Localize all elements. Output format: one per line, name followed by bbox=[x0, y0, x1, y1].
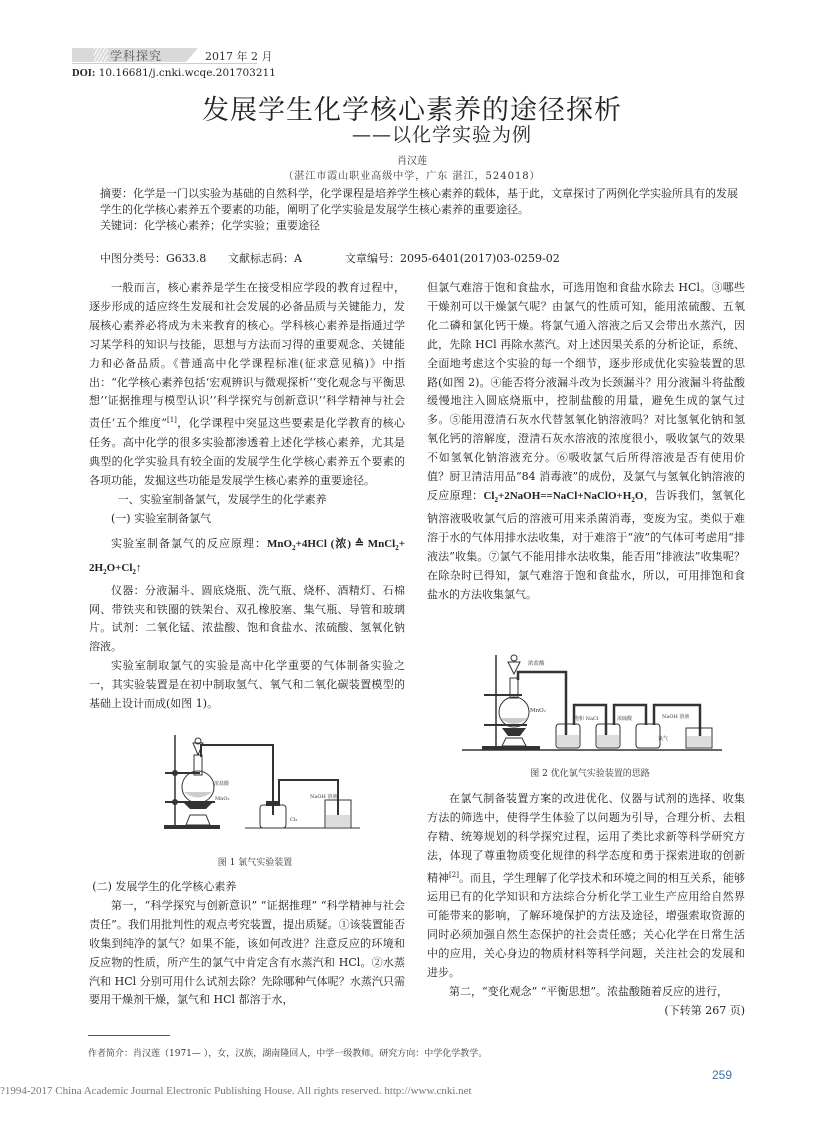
section-label: 学科探究 bbox=[110, 49, 163, 63]
banner-cut bbox=[186, 48, 198, 62]
left-column-bottom bbox=[89, 878, 405, 1010]
continued-note: (下转第 267 页) bbox=[664, 1003, 745, 1017]
left-column bbox=[89, 279, 405, 714]
header-divider bbox=[72, 63, 257, 64]
fig1-label-mno2: MnO₂ bbox=[215, 796, 230, 802]
intro-text-b: ，化学课程中突显这些要素是化学教育的核心任务。高中化学的很多实验都渗透着上述化学核心素养，尤其是典型的化学实验具有较全面的发展学生化学核心素养五个要素的各项功能，发掘这些功能是发展学生核心素养的重要途径。 bbox=[89, 417, 406, 487]
citation-1[interactable]: [1] bbox=[166, 416, 177, 425]
article-subtitle: ——以化学实验为例 bbox=[351, 124, 532, 146]
author-affiliation: （湛江市霞山职业高级中学，广东 湛江，524018） bbox=[283, 171, 541, 182]
abstract bbox=[100, 186, 740, 234]
fig2-label-naoh: NaOH 溶液 bbox=[662, 714, 690, 720]
copyright-line: ?1994-2017 China Academic Journal Electronic Publishing House. All rights reserved. http://www.cnki.net bbox=[0, 1085, 472, 1097]
fig1-label-hcl: 浓盐酸 bbox=[214, 781, 230, 787]
instruments-paragraph: 仪器：分液漏斗、圆底烧瓶、洗气瓶、烧杯、酒精灯、石棉网、带铁夹和铁圈的铁架台、双孔橡胶塞、集气瓶、导管和玻璃片。试剂：二氧化锰、浓盐酸、饱和食盐水、浓硫酸、氢氧化钠溶液。 bbox=[89, 583, 405, 654]
optimized-apparatus-diagram bbox=[462, 640, 722, 752]
intro-text-a: 一般而言，核心素养是学生在接受相应学段的教育过程中，逐步形成的适应终生发展和社会发展的必备品质与关键能力，发展核心素养必将成为未来教育的核心。学科核心素养是指通过学习某学科的知识与技能，思想与方法而习得的重要观念、关键能力和必备品质。《普通高中化学课程标准(征求意见稿)》中指出：“化学核心素养包括‘宏观辨识与微观探析’‘变化观念与平衡思想’‘证据推理与模型认识’‘科学探究与创新意识’‘科学精神与社会责任’五个维度” bbox=[89, 281, 405, 430]
keywords: 关键词：化学核心素养；化学实验；重要途径 bbox=[100, 219, 320, 232]
figure-1 bbox=[160, 735, 360, 830]
right-column bbox=[427, 279, 745, 605]
page-number: 259 bbox=[712, 1068, 733, 1082]
clc-number: 中图分类号：G633.8 bbox=[100, 252, 207, 265]
heading-section-1: 一、实验室制备氯气，发展学生的化学素养 bbox=[117, 492, 327, 506]
conclusion-paragraph bbox=[427, 790, 745, 983]
heading-section-1-2: (二) 发展学生的化学核心素养 bbox=[92, 880, 237, 893]
figure-2 bbox=[462, 640, 722, 752]
fig2-label-hcl: 浓盐酸 bbox=[528, 661, 545, 667]
fig2-label-nacl: 饱和 NaCl bbox=[574, 716, 599, 722]
article-meta bbox=[100, 250, 740, 266]
heading-section-1-1: (一) 实验室制备氯气 bbox=[111, 511, 212, 525]
fig2-label-cl2: 氯气 bbox=[658, 736, 669, 742]
fig2-label-mno2: MnO₂ bbox=[530, 708, 546, 714]
first-point-paragraph: 第一，“科学探究与创新意识” “证据推理” “科学精神与社会责任”。我们用批判性的观点考究装置，提出质疑。①该装置能否收集到纯净的氯气？如果不能，该如何改进？注意反应的环境和反应物的性质，所产生的氯气中肯定含有水蒸汽和 HCl。②水蒸汽和 HCl 分别可用什么试剂去除？先除哪种气体呢？水蒸汽只需要用干燥剂干燥，氯气和 HCl 都溶于水， bbox=[89, 898, 405, 1007]
reaction-equation bbox=[89, 535, 405, 581]
doi bbox=[72, 67, 276, 79]
second-point-paragraph: 第二，“变化观念” “平衡思想”。浓盐酸随着反应的进行， bbox=[449, 984, 728, 998]
reaction-formula: MnO$_2$+4HCl (浓) ≙ MnCl$_2$+ $2H_2O+Cl_2↑$ bbox=[89, 538, 406, 576]
analysis-text-a: 但氯气难溶于饱和食盐水，可选用饱和食盐水除去 HCl。③哪些干燥剂可以干燥氯气呢？由氯气的性质可知，能用浓硫酸、五氧化二磷和氯化钙干燥。将氯气通入溶液之后又会带出水蒸汽，因此，先除 HCl 再除水蒸汽。对上述因果关系的分析论证，系统、全面地考虑这个实验的每一个细节，逐步形成优化实验装置的思路(如图 2)。④能否将分液漏斗改为长颈漏斗？用分液漏斗将盐酸缓慢地注入圆底烧瓶中，控制盐酸的用量，避免生成的氯气过多。⑤能用澄清石灰水代替氢氧化钠溶液吗？对比氢氧化钠和氢氧化钙的溶解度，澄清石灰水溶液的浓度很小，吸收氯气的效果不如氢氧化钠溶液充分。⑥吸收氯气后所得溶液是否有使用价值？厨卫清洁用品“84 消毒液”的成份，及氯气与氢氧化钠溶液的反应原理： bbox=[427, 281, 745, 502]
author-name: 肖汉莲 bbox=[397, 156, 427, 167]
analysis-text-b: ，告诉我们，氢氧化钠溶液吸收氯气后的溶液可用来杀菌消毒，变废为宝。类似于难溶于水的气体用排水法收集，对于难溶于“液”的气体可考虑用“排液法”收集。⑦氯气不能用排水法收集，能否用“排液法”收集呢？在除杂时已得知，氯气难溶于饱和食盐水，所以，可用排饱和食盐水的方法收集氯气。 bbox=[427, 488, 746, 601]
right-column-bottom bbox=[427, 790, 745, 1021]
abstract-text: 摘要：化学是一门以实验为基础的自然科学，化学课程是培养学生核心素养的载体，基于此，文章探讨了两例化学实验所具有的发展学生的化学核心素养五个要素的功能，阐明了化学实验是发展学生核心素养的重要途径。 bbox=[100, 187, 738, 216]
citation-2[interactable]: [2] bbox=[449, 870, 459, 879]
issue-date: 2017 年 2 月 bbox=[205, 50, 273, 63]
figure-2-caption: 图 2 优化氯气实验装置的思路 bbox=[530, 769, 650, 779]
chlorine-apparatus-diagram bbox=[160, 735, 360, 830]
article-number: 文章编号：2095-6401(2017)03-0259-02 bbox=[345, 252, 560, 265]
figure-1-caption: 图 1 氯气实验装置 bbox=[217, 858, 293, 868]
doi-value: 10.16681/j.cnki.wcqe.201703211 bbox=[98, 67, 276, 79]
fig1-label-cl2: Cl₂ bbox=[290, 817, 298, 823]
naoh-equation: $Cl_2+2NaOH==NaCl+NaClO+H_2O$ bbox=[483, 489, 644, 505]
intro-paragraph bbox=[89, 279, 405, 491]
article-title: 发展学生化学核心素养的途径探析 bbox=[202, 95, 622, 126]
fig1-label-naoh: NaOH 溶液 bbox=[310, 794, 338, 800]
footnote-divider bbox=[88, 1035, 170, 1036]
conclusion-text-a: 在氯气制备装置方案的改进优化、仪器与试剂的选择、收集方法的筛选中，使得学生体验了以问题为引导，合理分析、去粗存精、统筹规划的科学探究过程，运用了类比求新等科学研究方法，体现了尊重物质变化规律的科学态度和勇于探索进取的创新精神 bbox=[427, 792, 745, 885]
conclusion-text-b: 。而且，学生理解了化学技术和环境之间的相互关系，能够运用已有的化学知识和方法综合分析化学工业生产应用给自然界可能带来的影响，了解环境保护的方法及途径，增强索取资源的同时必须加强自然生态保护的社会责任感；关心化学在日常生活中的应用，关心身边的物质材料等科学问题，关注社会的发展和进步。 bbox=[427, 871, 746, 979]
document-code: 文献标志码：A bbox=[228, 252, 302, 265]
author-bio: 作者简介：肖汉莲（1971— ），女，汉族，湖南隆回人，中学一级教师。研究方向：中学化学教学。 bbox=[88, 1049, 488, 1059]
doi-label: DOI: bbox=[72, 68, 96, 79]
reaction-label: 实验室制备氯气的反应原理： bbox=[111, 537, 268, 551]
analysis-paragraph bbox=[427, 279, 745, 605]
setup-paragraph: 实验室制取氯气的实验是高中化学重要的气体制备实验之一，其实验装置是在初中制取氢气、氧气和二氧化碳装置模型的基础上设计而成(如图 1)。 bbox=[89, 659, 405, 711]
fig2-label-h2so4: 浓硫酸 bbox=[617, 716, 633, 722]
